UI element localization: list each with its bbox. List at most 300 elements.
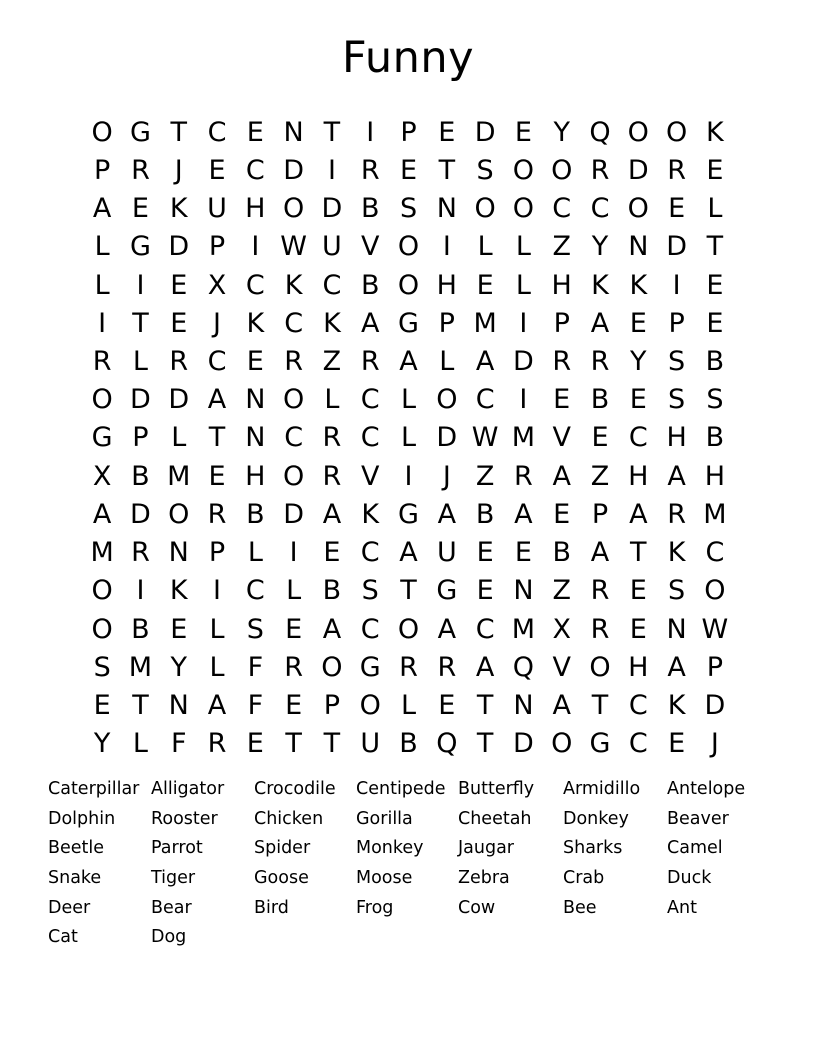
grid-letter: O bbox=[627, 116, 649, 148]
grid-letter: N bbox=[245, 422, 266, 454]
grid-letter: C bbox=[628, 690, 648, 722]
grid-letter: J bbox=[442, 460, 451, 492]
grid-letter: O bbox=[283, 460, 305, 492]
word-list-item: Moose bbox=[356, 867, 413, 888]
word-list-item: Rooster bbox=[151, 808, 218, 829]
grid-letter: T bbox=[132, 690, 149, 722]
grid-letter: H bbox=[704, 460, 726, 492]
word-list-item: Antelope bbox=[667, 779, 746, 799]
grid-letter: O bbox=[91, 613, 113, 645]
grid-letter: E bbox=[668, 193, 686, 225]
grid-letter: S bbox=[361, 575, 379, 607]
grid-letter: C bbox=[284, 307, 304, 339]
grid-letter: O bbox=[474, 193, 496, 225]
grid-letter: D bbox=[168, 231, 190, 263]
grid-letter: R bbox=[360, 346, 380, 378]
grid-letter: G bbox=[359, 651, 381, 683]
grid-letter: G bbox=[129, 231, 151, 263]
grid-letter: E bbox=[706, 154, 724, 186]
grid-letter: J bbox=[710, 728, 719, 760]
grid-letter: Q bbox=[589, 116, 611, 148]
grid-letter: R bbox=[207, 728, 227, 760]
grid-letter: R bbox=[437, 651, 457, 683]
grid-letter: Z bbox=[552, 575, 571, 607]
grid-letter: O bbox=[512, 193, 535, 225]
grid-letter: E bbox=[438, 116, 456, 148]
grid-letter: U bbox=[436, 537, 457, 569]
grid-letter: R bbox=[322, 460, 342, 492]
word-list bbox=[48, 775, 777, 953]
grid-letter: S bbox=[668, 346, 686, 378]
grid-letter: P bbox=[323, 690, 341, 722]
grid-letter: H bbox=[628, 651, 649, 683]
grid-letter: O bbox=[551, 154, 573, 186]
grid-letter: O bbox=[512, 154, 535, 186]
grid-letter: V bbox=[360, 231, 380, 263]
grid-letter: D bbox=[130, 498, 151, 530]
grid-letter: O bbox=[397, 613, 420, 645]
grid-letter: O bbox=[397, 231, 420, 263]
grid-letter: A bbox=[475, 346, 495, 378]
grid-letter: T bbox=[323, 116, 341, 148]
word-list-item: Cat bbox=[48, 927, 78, 948]
grid-letter: Y bbox=[630, 346, 647, 378]
grid-letter: Y bbox=[591, 231, 609, 263]
grid-letter: E bbox=[668, 728, 686, 760]
grid-letter: K bbox=[169, 575, 188, 607]
grid-letter: L bbox=[439, 346, 455, 378]
grid-letter: O bbox=[91, 575, 113, 607]
grid-letter: E bbox=[208, 154, 226, 186]
grid-letter: O bbox=[283, 193, 305, 225]
grid-letter: P bbox=[668, 307, 685, 339]
grid-letter: P bbox=[438, 307, 455, 339]
word-list-column bbox=[563, 775, 667, 923]
grid-letter: K bbox=[361, 498, 380, 530]
grid-letter: E bbox=[629, 307, 647, 339]
grid-letter: T bbox=[400, 575, 417, 607]
grid-letter: K bbox=[284, 269, 303, 301]
grid-letter: S bbox=[246, 613, 264, 645]
grid-letter: D bbox=[130, 384, 151, 416]
grid-letter: A bbox=[207, 384, 227, 416]
word-list-item: Dolphin bbox=[48, 808, 116, 829]
grid-letter: S bbox=[93, 651, 111, 683]
grid-letter: Z bbox=[590, 460, 610, 492]
puzzle-title: Funny bbox=[341, 33, 475, 83]
grid-letter: C bbox=[552, 193, 572, 225]
grid-letter: O bbox=[91, 384, 113, 416]
word-list-item: Chicken bbox=[254, 808, 324, 829]
word-list-item: Zebra bbox=[458, 867, 510, 888]
grid-letter: R bbox=[284, 346, 304, 378]
grid-letter: Y bbox=[170, 651, 187, 683]
grid-letter: D bbox=[283, 498, 305, 530]
grid-letter: N bbox=[168, 690, 189, 722]
grid-letter: U bbox=[360, 728, 381, 760]
grid-letter: U bbox=[207, 193, 227, 225]
grid-letter: H bbox=[551, 269, 572, 301]
grid-letter: A bbox=[322, 498, 342, 530]
grid-letter: N bbox=[513, 690, 534, 722]
grid-letter: E bbox=[285, 690, 303, 722]
grid-letter: M bbox=[511, 422, 536, 454]
grid-letter: K bbox=[323, 307, 341, 339]
grid-letter: H bbox=[666, 422, 687, 454]
grid-letter: L bbox=[209, 651, 225, 683]
grid-letter: A bbox=[667, 460, 686, 492]
grid-letter: L bbox=[94, 269, 110, 301]
grid-letter: E bbox=[553, 384, 571, 416]
grid-letter: C bbox=[475, 384, 495, 416]
grid-letter: T bbox=[208, 422, 226, 454]
grid-letter: K bbox=[706, 116, 724, 148]
grid-letter: O bbox=[168, 498, 190, 530]
grid-letter: A bbox=[92, 498, 112, 530]
grid-letter: D bbox=[321, 193, 343, 225]
word-list-item: Parrot bbox=[151, 838, 203, 859]
grid-letter: E bbox=[514, 116, 532, 148]
grid-letter: L bbox=[247, 537, 263, 569]
grid-letter: V bbox=[360, 460, 380, 492]
grid-letter: E bbox=[706, 307, 724, 339]
grid-letter: K bbox=[629, 269, 648, 301]
word-list-item: Frog bbox=[356, 897, 394, 918]
grid-letter: E bbox=[591, 422, 609, 454]
grid-letter: A bbox=[667, 651, 686, 683]
grid-letter: E bbox=[629, 575, 647, 607]
grid-letter: Z bbox=[552, 231, 571, 263]
grid-letter: C bbox=[360, 537, 380, 569]
grid-letter: P bbox=[400, 116, 417, 148]
grid-letter: R bbox=[360, 154, 380, 186]
grid-letter: W bbox=[471, 422, 499, 454]
grid-letter: R bbox=[399, 651, 418, 683]
grid-letter: T bbox=[132, 307, 149, 339]
grid-letter: E bbox=[438, 690, 456, 722]
grid-letter: E bbox=[476, 575, 494, 607]
grid-letter: S bbox=[706, 384, 724, 416]
word-list-item: Monkey bbox=[356, 838, 424, 859]
grid-letter: L bbox=[401, 690, 417, 722]
grid-letter: D bbox=[283, 154, 305, 186]
grid-letter: V bbox=[552, 651, 571, 683]
grid-letter: M bbox=[167, 460, 191, 492]
grid-letter: C bbox=[284, 422, 304, 454]
word-list-column bbox=[458, 775, 563, 923]
grid-letter: F bbox=[170, 728, 187, 760]
grid-letter: R bbox=[667, 498, 686, 530]
grid-letter: A bbox=[514, 498, 533, 530]
grid-letter: M bbox=[703, 498, 727, 530]
grid-letter: T bbox=[591, 690, 609, 722]
grid-letter: R bbox=[169, 346, 189, 378]
grid-letter: C bbox=[705, 537, 725, 569]
grid-letter: O bbox=[91, 116, 113, 148]
grid-letter: P bbox=[591, 498, 609, 530]
word-list-item: Duck bbox=[667, 867, 712, 888]
word-list-column bbox=[48, 775, 151, 953]
grid-letter: E bbox=[246, 728, 264, 760]
grid-letter: G bbox=[91, 422, 113, 454]
grid-letter: C bbox=[207, 346, 227, 378]
grid-letter: T bbox=[476, 690, 494, 722]
grid-letter: P bbox=[132, 422, 149, 454]
grid-letter: B bbox=[360, 193, 380, 225]
grid-letter: P bbox=[94, 154, 111, 186]
grid-letter: D bbox=[168, 384, 190, 416]
grid-letter: O bbox=[321, 651, 343, 683]
grid-letter: E bbox=[476, 269, 494, 301]
grid-letter: O bbox=[589, 651, 611, 683]
grid-letter: I bbox=[519, 384, 528, 416]
word-list-item: Camel bbox=[667, 838, 723, 859]
grid-letter: L bbox=[515, 231, 531, 263]
grid-letter: B bbox=[246, 498, 265, 530]
grid-letter: H bbox=[245, 460, 266, 492]
grid-letter: H bbox=[245, 193, 266, 225]
grid-letter: E bbox=[323, 537, 341, 569]
grid-letter: R bbox=[284, 651, 304, 683]
grid-letter: L bbox=[286, 575, 302, 607]
grid-letter: A bbox=[475, 651, 495, 683]
grid-letter: I bbox=[213, 575, 222, 607]
grid-letter: I bbox=[366, 116, 375, 148]
grid-letter: N bbox=[628, 231, 649, 263]
grid-letter: I bbox=[519, 307, 528, 339]
grid-letter: G bbox=[129, 116, 151, 148]
grid-letter: B bbox=[360, 269, 380, 301]
grid-letter: D bbox=[666, 231, 687, 263]
grid-letter: T bbox=[438, 154, 456, 186]
grid-letter: B bbox=[131, 613, 150, 645]
grid-letter: B bbox=[475, 498, 495, 530]
grid-letter: D bbox=[513, 346, 534, 378]
grid-letter: M bbox=[473, 307, 497, 339]
grid-letter: Q bbox=[512, 651, 535, 683]
word-list-item: Crab bbox=[563, 867, 605, 888]
grid-letter: K bbox=[169, 193, 188, 225]
grid-letter: E bbox=[399, 154, 418, 186]
word-list-item: Beaver bbox=[667, 808, 729, 829]
grid-letter: E bbox=[246, 346, 264, 378]
grid-letter: X bbox=[92, 460, 112, 492]
grid-letter: B bbox=[399, 728, 418, 760]
word-list-column bbox=[356, 775, 458, 923]
grid-letter: A bbox=[590, 307, 610, 339]
grid-letter: T bbox=[630, 537, 647, 569]
grid-letter: E bbox=[131, 193, 149, 225]
grid-letter: S bbox=[668, 575, 686, 607]
word-list-column bbox=[254, 775, 356, 923]
grid-letter: L bbox=[132, 728, 148, 760]
word-list-item: Alligator bbox=[151, 779, 225, 799]
grid-letter: Z bbox=[475, 460, 495, 492]
grid-letter: W bbox=[280, 231, 307, 263]
grid-letter: I bbox=[136, 269, 145, 301]
grid-letter: O bbox=[704, 575, 726, 607]
grid-letter: B bbox=[322, 575, 342, 607]
grid-letter: A bbox=[552, 460, 571, 492]
grid-letter: R bbox=[92, 346, 112, 378]
grid-letter: R bbox=[322, 422, 342, 454]
grid-letter: L bbox=[324, 384, 340, 416]
grid-letter: L bbox=[132, 346, 148, 378]
grid-letter: R bbox=[590, 575, 610, 607]
grid-letter: L bbox=[209, 613, 225, 645]
grid-letter: O bbox=[359, 690, 381, 722]
grid-letter: O bbox=[283, 384, 305, 416]
grid-letter: C bbox=[207, 116, 227, 148]
grid-letter: R bbox=[552, 346, 572, 378]
grid-letter: O bbox=[627, 193, 649, 225]
grid-letter: E bbox=[170, 613, 188, 645]
grid-letter: A bbox=[629, 498, 648, 530]
grid-letter: Y bbox=[93, 728, 111, 760]
grid-letter: T bbox=[285, 728, 302, 760]
grid-letter: C bbox=[590, 193, 610, 225]
grid-letter: B bbox=[705, 346, 725, 378]
grid-letter: O bbox=[665, 116, 688, 148]
grid-letter: J bbox=[213, 307, 222, 339]
grid-letter: L bbox=[171, 422, 187, 454]
grid-letter: H bbox=[628, 460, 649, 492]
grid-letter: E bbox=[706, 269, 724, 301]
grid-letter: A bbox=[207, 690, 227, 722]
grid-letter: N bbox=[245, 384, 266, 416]
grid-letter: R bbox=[514, 460, 533, 492]
grid-letter: K bbox=[246, 307, 265, 339]
grid-letter: L bbox=[401, 422, 417, 454]
grid-letter: R bbox=[131, 154, 150, 186]
word-list-item: Deer bbox=[48, 897, 91, 918]
letter-grid bbox=[83, 113, 734, 763]
grid-letter: E bbox=[170, 269, 188, 301]
grid-letter: S bbox=[399, 193, 418, 225]
word-list-item: Goose bbox=[254, 867, 309, 888]
grid-letter: N bbox=[666, 613, 687, 645]
word-list-item: Snake bbox=[48, 867, 102, 888]
grid-letter: L bbox=[401, 384, 417, 416]
grid-letter: S bbox=[476, 154, 494, 186]
grid-letter: S bbox=[668, 384, 686, 416]
grid-letter: E bbox=[553, 498, 571, 530]
grid-letter: G bbox=[589, 728, 611, 760]
grid-letter: R bbox=[207, 498, 227, 530]
grid-letter: H bbox=[436, 269, 457, 301]
word-list-column bbox=[667, 775, 777, 923]
grid-letter: N bbox=[283, 116, 304, 148]
word-list-item: Bee bbox=[563, 897, 597, 918]
grid-letter: A bbox=[437, 613, 457, 645]
grid-letter: C bbox=[628, 422, 648, 454]
word-list-item: Sharks bbox=[563, 838, 623, 859]
grid-letter: K bbox=[667, 537, 686, 569]
grid-letter: N bbox=[513, 575, 534, 607]
word-list-item: Jaugar bbox=[458, 838, 515, 859]
grid-letter: X bbox=[207, 269, 227, 301]
grid-letter: T bbox=[170, 116, 187, 148]
word-list-item: Beetle bbox=[48, 838, 105, 859]
grid-letter: A bbox=[360, 307, 380, 339]
grid-letter: T bbox=[476, 728, 494, 760]
grid-letter: Q bbox=[436, 728, 458, 760]
grid-letter: C bbox=[322, 269, 342, 301]
grid-letter: E bbox=[629, 613, 647, 645]
grid-letter: C bbox=[628, 728, 648, 760]
word-list-item: Butterfly bbox=[458, 779, 535, 799]
grid-letter: C bbox=[360, 613, 380, 645]
word-list-item: Ant bbox=[667, 897, 697, 918]
grid-letter: E bbox=[170, 307, 188, 339]
grid-letter: M bbox=[128, 651, 153, 683]
grid-letter: C bbox=[360, 422, 380, 454]
grid-letter: B bbox=[552, 537, 571, 569]
word-list-item: Gorilla bbox=[356, 808, 413, 829]
word-list-item: Centipede bbox=[356, 779, 446, 799]
word-list-item: Tiger bbox=[151, 867, 196, 888]
grid-letter: T bbox=[323, 728, 341, 760]
grid-letter: A bbox=[399, 537, 418, 569]
grid-letter: D bbox=[513, 728, 534, 760]
grid-letter: F bbox=[247, 651, 264, 683]
grid-letter: O bbox=[551, 728, 573, 760]
grid-letter: C bbox=[360, 384, 380, 416]
word-list-column bbox=[151, 775, 254, 953]
grid-letter: Z bbox=[322, 346, 342, 378]
grid-letter: M bbox=[511, 613, 536, 645]
word-list-item: Dog bbox=[151, 927, 187, 948]
grid-letter: P bbox=[553, 307, 570, 339]
grid-letter: N bbox=[168, 537, 189, 569]
grid-letter: E bbox=[476, 537, 494, 569]
grid-letter: I bbox=[672, 269, 681, 301]
grid-letter: N bbox=[436, 193, 457, 225]
grid-letter: E bbox=[246, 116, 264, 148]
grid-letter: V bbox=[552, 422, 571, 454]
grid-letter: E bbox=[514, 537, 532, 569]
grid-letter: P bbox=[208, 537, 226, 569]
word-list-item: Caterpillar bbox=[48, 779, 140, 799]
grid-letter: L bbox=[94, 231, 110, 263]
grid-letter: A bbox=[322, 613, 342, 645]
grid-letter: F bbox=[247, 690, 264, 722]
grid-letter: R bbox=[131, 537, 150, 569]
grid-letter: X bbox=[552, 613, 571, 645]
grid-letter: E bbox=[285, 613, 303, 645]
grid-letter: A bbox=[92, 193, 112, 225]
grid-letter: C bbox=[475, 613, 495, 645]
word-list-item: Cow bbox=[458, 897, 496, 918]
grid-letter: B bbox=[590, 384, 610, 416]
grid-letter: L bbox=[477, 231, 493, 263]
grid-letter: C bbox=[245, 575, 265, 607]
grid-letter: I bbox=[251, 231, 260, 263]
grid-letter: Y bbox=[553, 116, 570, 148]
grid-letter: M bbox=[90, 537, 114, 569]
grid-letter: R bbox=[590, 613, 610, 645]
grid-letter: E bbox=[93, 690, 111, 722]
grid-letter: D bbox=[474, 116, 496, 148]
word-list-item: Cheetah bbox=[458, 808, 532, 829]
grid-letter: L bbox=[515, 269, 531, 301]
grid-letter: C bbox=[245, 154, 265, 186]
grid-letter: D bbox=[436, 422, 458, 454]
grid-letter: D bbox=[704, 690, 726, 722]
grid-letter: G bbox=[398, 498, 419, 530]
grid-letter: B bbox=[705, 422, 725, 454]
grid-letter: K bbox=[591, 269, 609, 301]
